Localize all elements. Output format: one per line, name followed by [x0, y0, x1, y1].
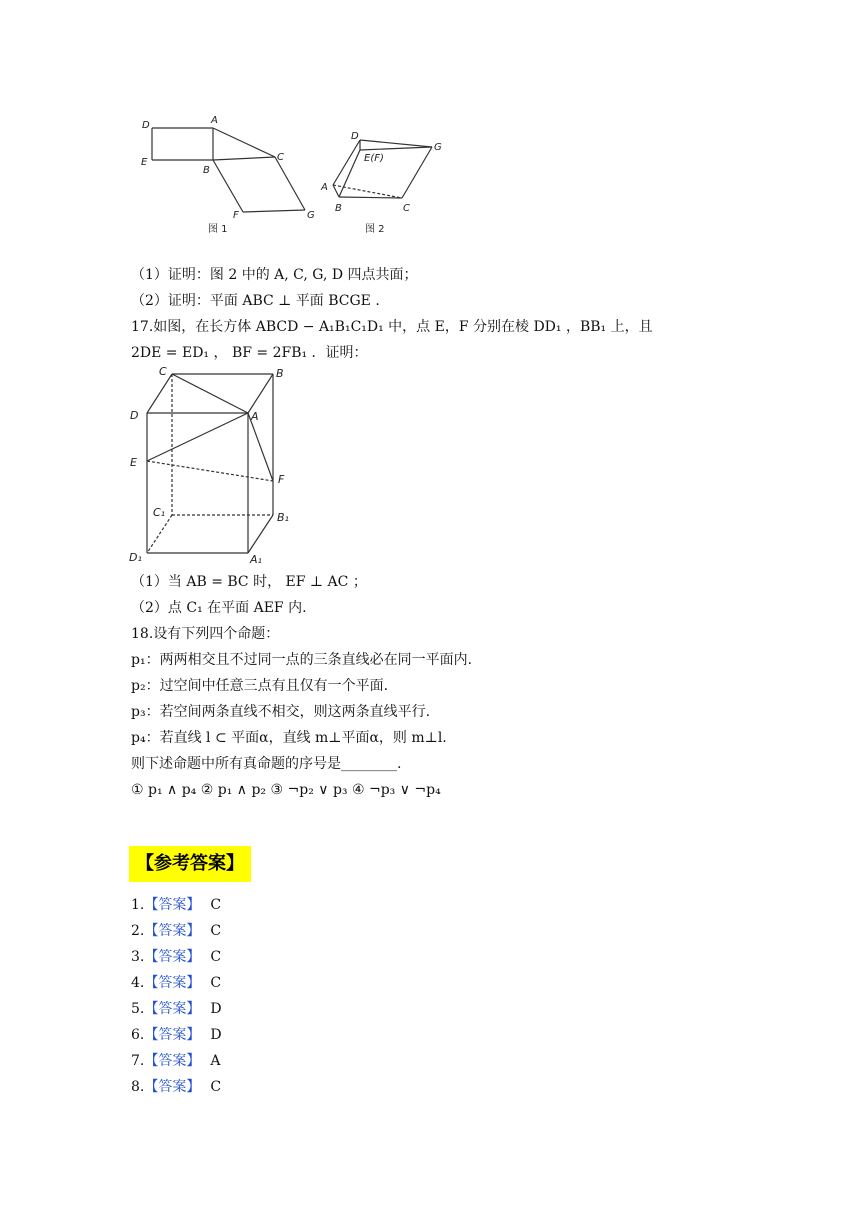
- answers-heading: 【参考答案】: [129, 846, 251, 882]
- cuboid-label-a: A: [251, 410, 259, 423]
- fig2-label-c: C: [403, 203, 410, 214]
- q17-part2: （2）点 C₁ 在平面 AEF 内.: [131, 600, 307, 616]
- answer-item: 3.【答案】 C: [131, 949, 222, 965]
- fig1-caption: 图 1: [208, 224, 228, 235]
- figure-1: [135, 110, 325, 240]
- q17-line2: 2DE = ED₁ ， BF = 2FB₁ ．证明：: [131, 345, 368, 361]
- q18-p4: p₄：若直线 l ⊂ 平面α，直线 m⊥平面α，则 m⊥l.: [131, 730, 447, 746]
- fig1-label-b: B: [203, 165, 210, 176]
- fig1-label-f: F: [233, 210, 239, 221]
- cuboid-label-a1: A₁: [250, 553, 262, 566]
- answer-item: 2.【答案】 C: [131, 923, 222, 939]
- q17-line1: 17.如图，在长方体 ABCD − A₁B₁C₁D₁ 中，点 E，F 分别在棱 DD₁ ，BB₁ 上，且: [131, 319, 653, 335]
- q18-ask: 则下述命题中所有真命题的序号是________.: [131, 756, 402, 772]
- answer-item: 7.【答案】 A: [131, 1053, 221, 1069]
- fig1-label-g: G: [307, 210, 315, 221]
- cuboid-label-d1: D₁: [129, 551, 142, 564]
- answer-item: 4.【答案】 C: [131, 975, 222, 991]
- cuboid-label-d: D: [130, 409, 139, 422]
- q18-stem: 18.设有下列四个命题：: [131, 626, 280, 642]
- q16-part1: （1）证明：图 2 中的 A, C, G, D 四点共面；: [131, 267, 418, 283]
- q18-p2: p₂：过空间中任意三点有且仅有一个平面.: [131, 678, 389, 694]
- answer-tag: 【答案】: [144, 949, 201, 965]
- cuboid-label-b: B: [276, 367, 284, 380]
- fig2-label-a: A: [321, 182, 328, 193]
- figure-2: [315, 125, 455, 240]
- answer-tag: 【答案】: [144, 923, 201, 939]
- fig2-caption: 图 2: [365, 224, 385, 235]
- answer-item: 6.【答案】 D: [131, 1027, 222, 1043]
- cuboid-label-e: E: [130, 456, 137, 469]
- q18-options: ① p₁ ∧ p₄ ② p₁ ∧ p₂ ③ ¬p₂ ∨ p₃ ④ ¬p₃ ∨ ¬p₄: [131, 782, 441, 798]
- cuboid-label-f: F: [278, 473, 285, 486]
- fig1-label-d: D: [142, 120, 150, 131]
- cuboid-label-c: C: [159, 365, 167, 378]
- answer-tag: 【答案】: [144, 1053, 201, 1069]
- answer-item: 5.【答案】 D: [131, 1001, 222, 1017]
- q18-p1: p₁：两两相交且不过同一点的三条直线必在同一平面内.: [131, 652, 473, 668]
- answer-tag: 【答案】: [144, 897, 201, 913]
- q17-part1: （1）当 AB = BC 时， EF ⊥ AC ；: [131, 574, 367, 590]
- fig2-label-ef: E(F): [364, 153, 384, 164]
- answer-tag: 【答案】: [144, 975, 201, 991]
- answer-item: 8.【答案】 C: [131, 1079, 222, 1095]
- cuboid-figure: [125, 363, 300, 568]
- answer-tag: 【答案】: [144, 1079, 201, 1095]
- q18-p3: p₃：若空间两条直线不相交，则这两条直线平行.: [131, 704, 431, 720]
- answer-tag: 【答案】: [144, 1001, 201, 1017]
- fig1-label-c: C: [277, 152, 284, 163]
- fig2-label-b: B: [335, 203, 342, 214]
- fig1-label-a: A: [211, 115, 218, 126]
- answer-tag: 【答案】: [144, 1027, 201, 1043]
- fig2-label-g: G: [434, 142, 442, 153]
- q16-part2: （2）证明：平面 ABC ⊥ 平面 BCGE .: [131, 293, 380, 309]
- cuboid-label-b1: B₁: [277, 511, 289, 524]
- fig1-label-e: E: [141, 157, 148, 168]
- fig2-label-d: D: [351, 131, 359, 142]
- answer-item: 1.【答案】 C: [131, 897, 222, 913]
- cuboid-label-c1: C₁: [153, 506, 166, 519]
